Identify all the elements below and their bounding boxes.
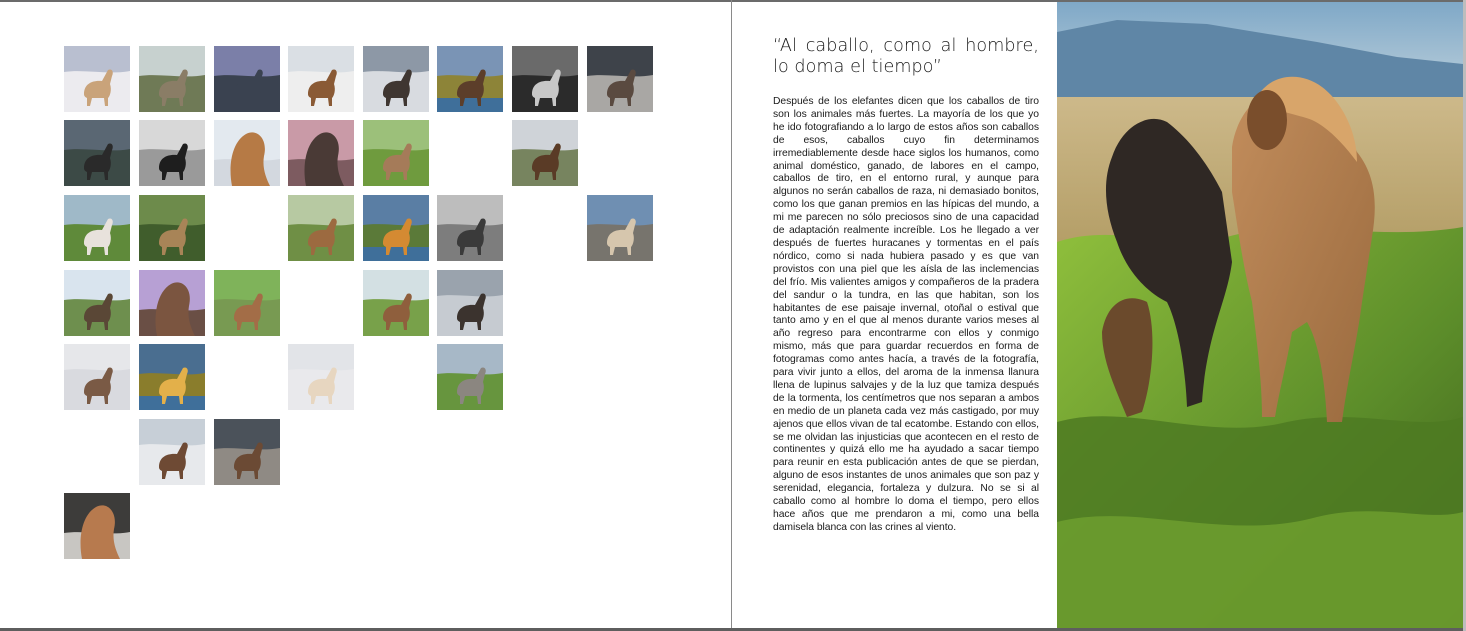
- thumbnail-image: [288, 46, 354, 112]
- thumbnail-image: [139, 195, 205, 261]
- thumbnail-image: [64, 270, 130, 336]
- thumbnail-image: [437, 195, 503, 261]
- thumbnail-image: [139, 270, 205, 336]
- feature-horses-photo: [1057, 2, 1463, 628]
- thumbnail: [437, 46, 503, 112]
- thumbnail: [64, 195, 130, 261]
- thumbnail: [288, 120, 354, 186]
- thumbnail-image: [512, 46, 578, 112]
- thumbnail-image: [139, 344, 205, 410]
- thumbnail: [512, 120, 578, 186]
- thumbnail: [139, 270, 205, 336]
- thumbnail: [64, 120, 130, 186]
- thumbnail: [587, 195, 653, 261]
- thumbnail: [214, 46, 280, 112]
- thumbnail-image: [363, 46, 429, 112]
- thumbnail-image: [64, 493, 130, 559]
- thumbnail-image: [363, 270, 429, 336]
- right-page: [732, 2, 1463, 628]
- thumbnail: [587, 46, 653, 112]
- thumbnail-image: [288, 344, 354, 410]
- thumbnail: [64, 270, 130, 336]
- thumbnail-image: [288, 120, 354, 186]
- thumbnail-image: [363, 195, 429, 261]
- thumbnail: [214, 120, 280, 186]
- thumbnail-image: [437, 46, 503, 112]
- thumbnail-image: [587, 46, 653, 112]
- thumbnail-image: [363, 120, 429, 186]
- thumbnail: [214, 270, 280, 336]
- thumbnail-image: [64, 46, 130, 112]
- thumbnail-image: [437, 344, 503, 410]
- thumbnail: [363, 46, 429, 112]
- chapter-quote: “Al caballo, como al hombre, lo doma el tiempo”: [773, 36, 1039, 77]
- thumbnail: [437, 195, 503, 261]
- thumbnail: [288, 344, 354, 410]
- thumbnail: [64, 344, 130, 410]
- thumbnail: [288, 46, 354, 112]
- thumbnail: [437, 270, 503, 336]
- thumbnail-image: [587, 195, 653, 261]
- thumbnail: [139, 419, 205, 485]
- thumbnail: [64, 493, 130, 559]
- thumbnail-image: [437, 270, 503, 336]
- thumbnail: [363, 120, 429, 186]
- thumbnail-image: [288, 195, 354, 261]
- thumbnail: [139, 195, 205, 261]
- feature-photo-graphic: [1057, 2, 1463, 628]
- thumbnail-image: [64, 344, 130, 410]
- thumbnail-image: [214, 46, 280, 112]
- thumbnail-image: [139, 46, 205, 112]
- thumbnail-image: [64, 120, 130, 186]
- thumbnail: [363, 270, 429, 336]
- thumbnail-image: [214, 270, 280, 336]
- thumbnail-image: [139, 419, 205, 485]
- thumbnail: [139, 344, 205, 410]
- thumbnail-image: [64, 195, 130, 261]
- thumbnail: [512, 46, 578, 112]
- thumbnail-image: [214, 120, 280, 186]
- thumbnail: [437, 344, 503, 410]
- thumbnail: [139, 46, 205, 112]
- thumbnail-image: [214, 419, 280, 485]
- thumbnail: [288, 195, 354, 261]
- thumbnail: [363, 195, 429, 261]
- thumbnail: [214, 419, 280, 485]
- left-page-thumbnail-grid: [0, 2, 731, 628]
- body-paragraph: Después de los elefantes dicen que los caballos de tiro son los animales más fuertes. La mayoría de los que yo he ido fotografiando a lo largo de estos años son caballos de esos, caballos cuyo fin determinamos irremediablemente desde hace siglos los humanos, como animal doméstico, ganado, de labores en el campo, caballos de tiro, en el entorno rural, y aunque para algunos no serán caballos de raza, ni demasiado bonitos, como los que ganan premios en las hípicas del mundo, a mi me parecen no sólo preciosos sino de una capacidad de adaptación realmente increíble. Los he llegado a ver después de fuertes huracanes y tormentas en el país nórdico, como si nada hubiera pasado y es que van provistos con una piel que les aísla de las inclemencias del frío. Mis valientes amigos y compañeros de la pradera del sandur o la tundra, en las que habitan, son los habitantes de ese paisaje invernal, otoñal o estival que tanto amo y en el que al menos durante varios meses al año regreso para encontrarme con ellos y conmigo mismo, más que para guardar recuerdos en forma de fotogramas como antes hacía, a través de la fotografía, para vivir junto a ellos, del aroma de la inmensa llanura llena de lupinus salvajes y de la luz que tamiza después de la tormenta, los centímetros que nos separan a ambos en medio de un planeta cada vez más castigado, por muy ajenos que ellos vivan de tal ecatombe. Estando con ellos, se me olvidan las injusticias que acontecen en el resto de continentes y quizá ello me ha ayudado a sacar tiempo para reunir en esta publicación antes de que se pierdan, alguno de esos instantes de unos animales que son paz y serenidad, elegancia, fortaleza y dulzura. No se si al caballo como al hombre lo doma el tiempo, pero ellos hace años que me prendaron a mi, como una bella damisela blanca con las crines al viento.: [773, 96, 1039, 533]
- thumbnail-image: [139, 120, 205, 186]
- thumbnail-image: [512, 120, 578, 186]
- thumbnail: [139, 120, 205, 186]
- thumbnail: [64, 46, 130, 112]
